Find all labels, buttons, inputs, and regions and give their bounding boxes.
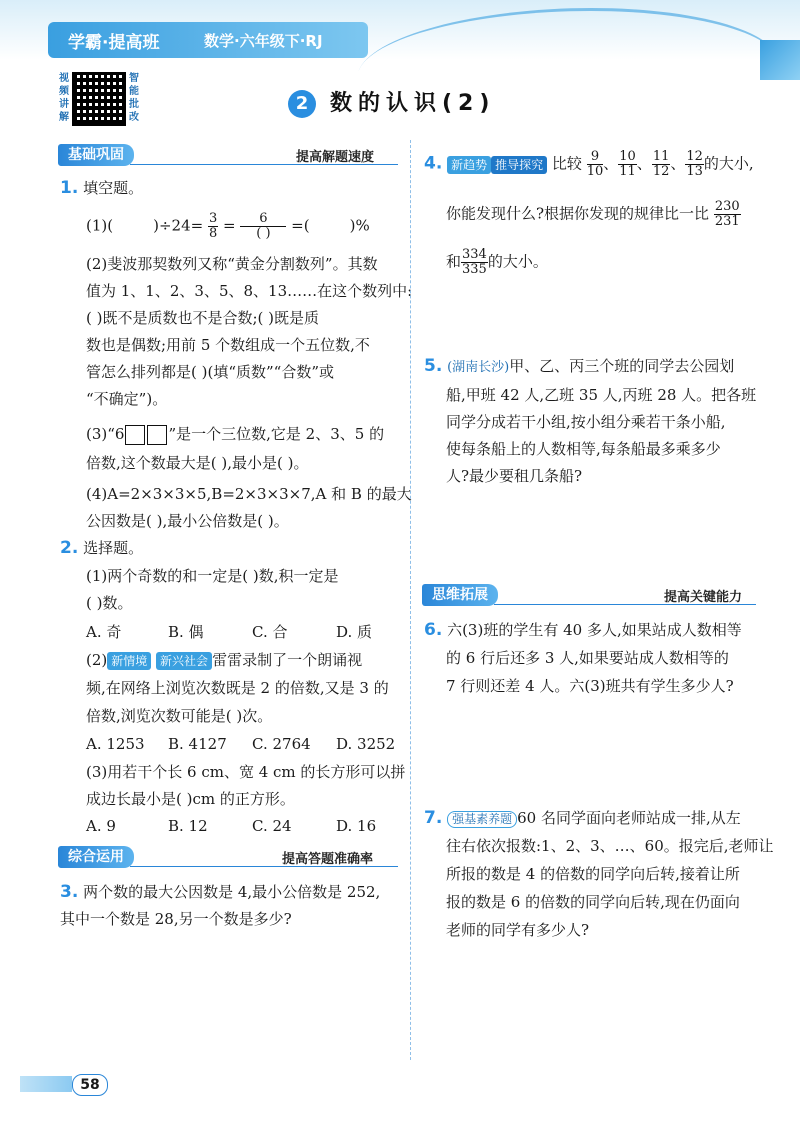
q1-part2-line2: 值为 1、1、2、3、5、8、13……在这个数列中:	[86, 282, 413, 300]
section-applied-subtitle: 提高答题准确率	[282, 852, 374, 867]
fraction-230-231: $\frac{230}{231}$	[714, 199, 740, 229]
q1-number: 1.	[60, 178, 79, 198]
header-brand: 学霸·提高班	[68, 33, 160, 53]
q7-line5: 老师的同学有多少人?	[446, 921, 590, 939]
page-title: 数的认识(2)	[330, 91, 496, 116]
fraction-11-12: $\frac{11}{12}$	[652, 149, 670, 179]
q1-title: 填空题。	[83, 179, 144, 197]
q1-part2-line3: ( )既不是质数也不是合数;( )既是质	[86, 309, 319, 327]
derivation-tag: 推导探究	[491, 156, 547, 174]
q2-s2-line1: (2) 新情境 新兴社会 雷雷录制了一个朗诵视	[86, 651, 363, 669]
qr-code-icon[interactable]	[72, 72, 126, 126]
q2-s1-line2: ( )数。	[86, 594, 133, 612]
q5-line5: 人?最少要租几条船?	[446, 467, 583, 485]
q1-part3-line1: (3)“6 ”是一个三位数,它是 2、3、5 的	[86, 425, 385, 443]
section-thinking-subtitle: 提高关键能力	[664, 590, 743, 605]
q1-heading	[60, 178, 143, 198]
new-context-tag: 新情境	[107, 652, 151, 670]
q7-line3: 所报的数是 4 的倍数的同学向后转,接着让所	[446, 865, 740, 883]
q2-s3-line1: (3)用若干个长 6 cm、宽 4 cm 的长方形可以拼	[86, 763, 406, 781]
q1-part4-line1: (4)A=2×3×3×5,B=2×3×3×7,A 和 B 的最大	[86, 485, 412, 503]
q6-line3: 7 行则还差 4 人。六(3)班共有学生多少人?	[446, 677, 734, 695]
q7-line1: 7. 强基素养题 60 名同学面向老师站成一排,从左	[424, 808, 741, 828]
q1-part4-line2: 公因数是( ),最小公倍数是( )。	[86, 512, 289, 530]
q2-s3-opt-a[interactable]: A. 9	[86, 817, 116, 835]
q2-number: 2.	[60, 538, 79, 558]
q5-line2: 船,甲班 42 人,乙班 35 人,丙班 28 人。把各班	[446, 386, 757, 404]
q1-part2-line4: 数也是偶数;用前 5 个数组成一个五位数,不	[86, 336, 370, 354]
q2-s2-opt-a[interactable]: A. 1253	[86, 735, 145, 753]
page-number: 58	[72, 1074, 108, 1096]
q1-part2-line6: “不确定”)。	[86, 390, 168, 408]
q2-s3-line2: 成边长最小是( )cm 的正方形。	[86, 790, 295, 808]
section-basic-tag: 基础巩固	[58, 144, 134, 166]
q2-s3-opt-c[interactable]: C. 24	[252, 817, 292, 835]
q1-part1: (1)( )÷24= $\frac{3}{8}$ = $\frac{6}{( )}$ =( )%	[86, 211, 370, 241]
header-corner-stripe	[760, 40, 800, 80]
q1-part2-line5: 管怎么排列都是( )(填“质数”“合数”或	[86, 363, 334, 381]
digit-box-2	[147, 425, 167, 445]
column-divider	[410, 140, 411, 1060]
q1-part2-line1: (2)斐波那契数列又称“黄金分割数列”。其数	[86, 255, 378, 273]
fraction-10-11: $\frac{10}{11}$	[619, 149, 636, 179]
core-literacy-tag: 强基素养题	[447, 811, 517, 828]
q5-source: (湖南长沙)	[447, 360, 510, 375]
fraction-12-13: $\frac{12}{13}$	[686, 149, 703, 179]
q2-s2-line3: 倍数,浏览次数可能是( )次。	[86, 707, 273, 725]
fraction-6-blank: $\frac{6}{( )}$	[240, 212, 286, 241]
lesson-number-badge: 2	[288, 90, 316, 118]
q6-line2: 的 6 行后还多 3 人,如果要站成人数相等的	[446, 649, 729, 667]
q5-line3: 同学分成若干小组,按小组分乘若干条小船,	[446, 413, 726, 431]
q2-s1-opt-c[interactable]: C. 合	[252, 623, 288, 641]
q2-s1-line1: (1)两个奇数的和一定是( )数,积一定是	[86, 567, 339, 585]
q6-line1: 6. 六(3)班的学生有 40 多人,如果站成人数相等	[424, 620, 742, 640]
q2-s3-opt-d[interactable]: D. 16	[336, 817, 377, 835]
q2-s3-opt-b[interactable]: B. 12	[168, 817, 208, 835]
section-thinking-tag: 思维拓展	[422, 584, 498, 606]
q2-s1-opt-b[interactable]: B. 偶	[168, 623, 204, 641]
new-trend-tag: 新趋势	[447, 156, 491, 174]
q4-line2: 你能发现什么?根据你发现的规律比一比 $\frac{230}{231}$	[446, 199, 740, 229]
q2-heading	[60, 538, 143, 558]
q4-number: 4.	[424, 153, 443, 174]
q7-number: 7.	[424, 808, 443, 828]
q5-line4: 使每条船上的人数相等,每条船最多乘多少	[446, 440, 721, 458]
q3-line2: 其中一个数是 28,另一个数是多少?	[60, 910, 292, 928]
q2-s1-opt-a[interactable]: A. 奇	[86, 623, 122, 641]
q5-line1: 5. (湖南长沙)甲、乙、丙三个班的同学去公园划	[424, 356, 735, 376]
q2-s2-opt-c[interactable]: C. 2764	[252, 735, 311, 753]
emerging-society-tag: 新兴社会	[156, 652, 212, 670]
q4-line3: 和 $\frac{334}{335}$ 的大小。	[446, 247, 548, 277]
q1-part3-line2: 倍数,这个数最大是( ),最小是( )。	[86, 454, 309, 472]
q2-title: 选择题。	[83, 539, 144, 557]
section-basic-subtitle: 提高解题速度	[296, 150, 375, 165]
header-subject: 数学·六年级下·RJ	[204, 32, 323, 50]
q2-s2-line2: 频,在网络上浏览次数既是 2 的倍数,又是 3 的	[86, 679, 389, 697]
q6-number: 6.	[424, 620, 443, 640]
q2-s2-opt-b[interactable]: B. 4127	[168, 735, 227, 753]
q7-line2: 往右依次报数:1、2、3、…、60。报完后,老师让	[446, 837, 774, 855]
qr-left-label: 视 频 讲 解	[59, 73, 69, 123]
q3-line1: 3. 两个数的最大公因数是 4,最小公倍数是 252,	[60, 882, 381, 902]
digit-box-1	[125, 425, 145, 445]
fraction-334-335: $\frac{334}{335}$	[462, 247, 487, 277]
qr-right-label: 智 能 批 改	[129, 73, 139, 123]
q4-line1: 4. 新趋势 推导探究 比较 $\frac{9}{10}$ 、 $\frac{10}{11}$ 、 $\frac{11}{12}$ 、 $\frac{12}{13}$ 的大小,	[424, 149, 754, 179]
q3-number: 3.	[60, 882, 79, 902]
q5-number: 5.	[424, 356, 443, 376]
footer-bar	[20, 1076, 72, 1092]
fraction-9-10: $\frac{9}{10}$	[586, 149, 604, 179]
q2-s2-opt-d[interactable]: D. 3252	[336, 735, 396, 753]
section-applied-tag: 综合运用	[58, 846, 134, 868]
q2-s1-opt-d[interactable]: D. 质	[336, 623, 373, 641]
q7-line4: 报的数是 6 的倍数的同学向后转,现在仍面向	[446, 893, 740, 911]
fraction-3-8: $\frac{3}{8}$	[208, 211, 218, 241]
